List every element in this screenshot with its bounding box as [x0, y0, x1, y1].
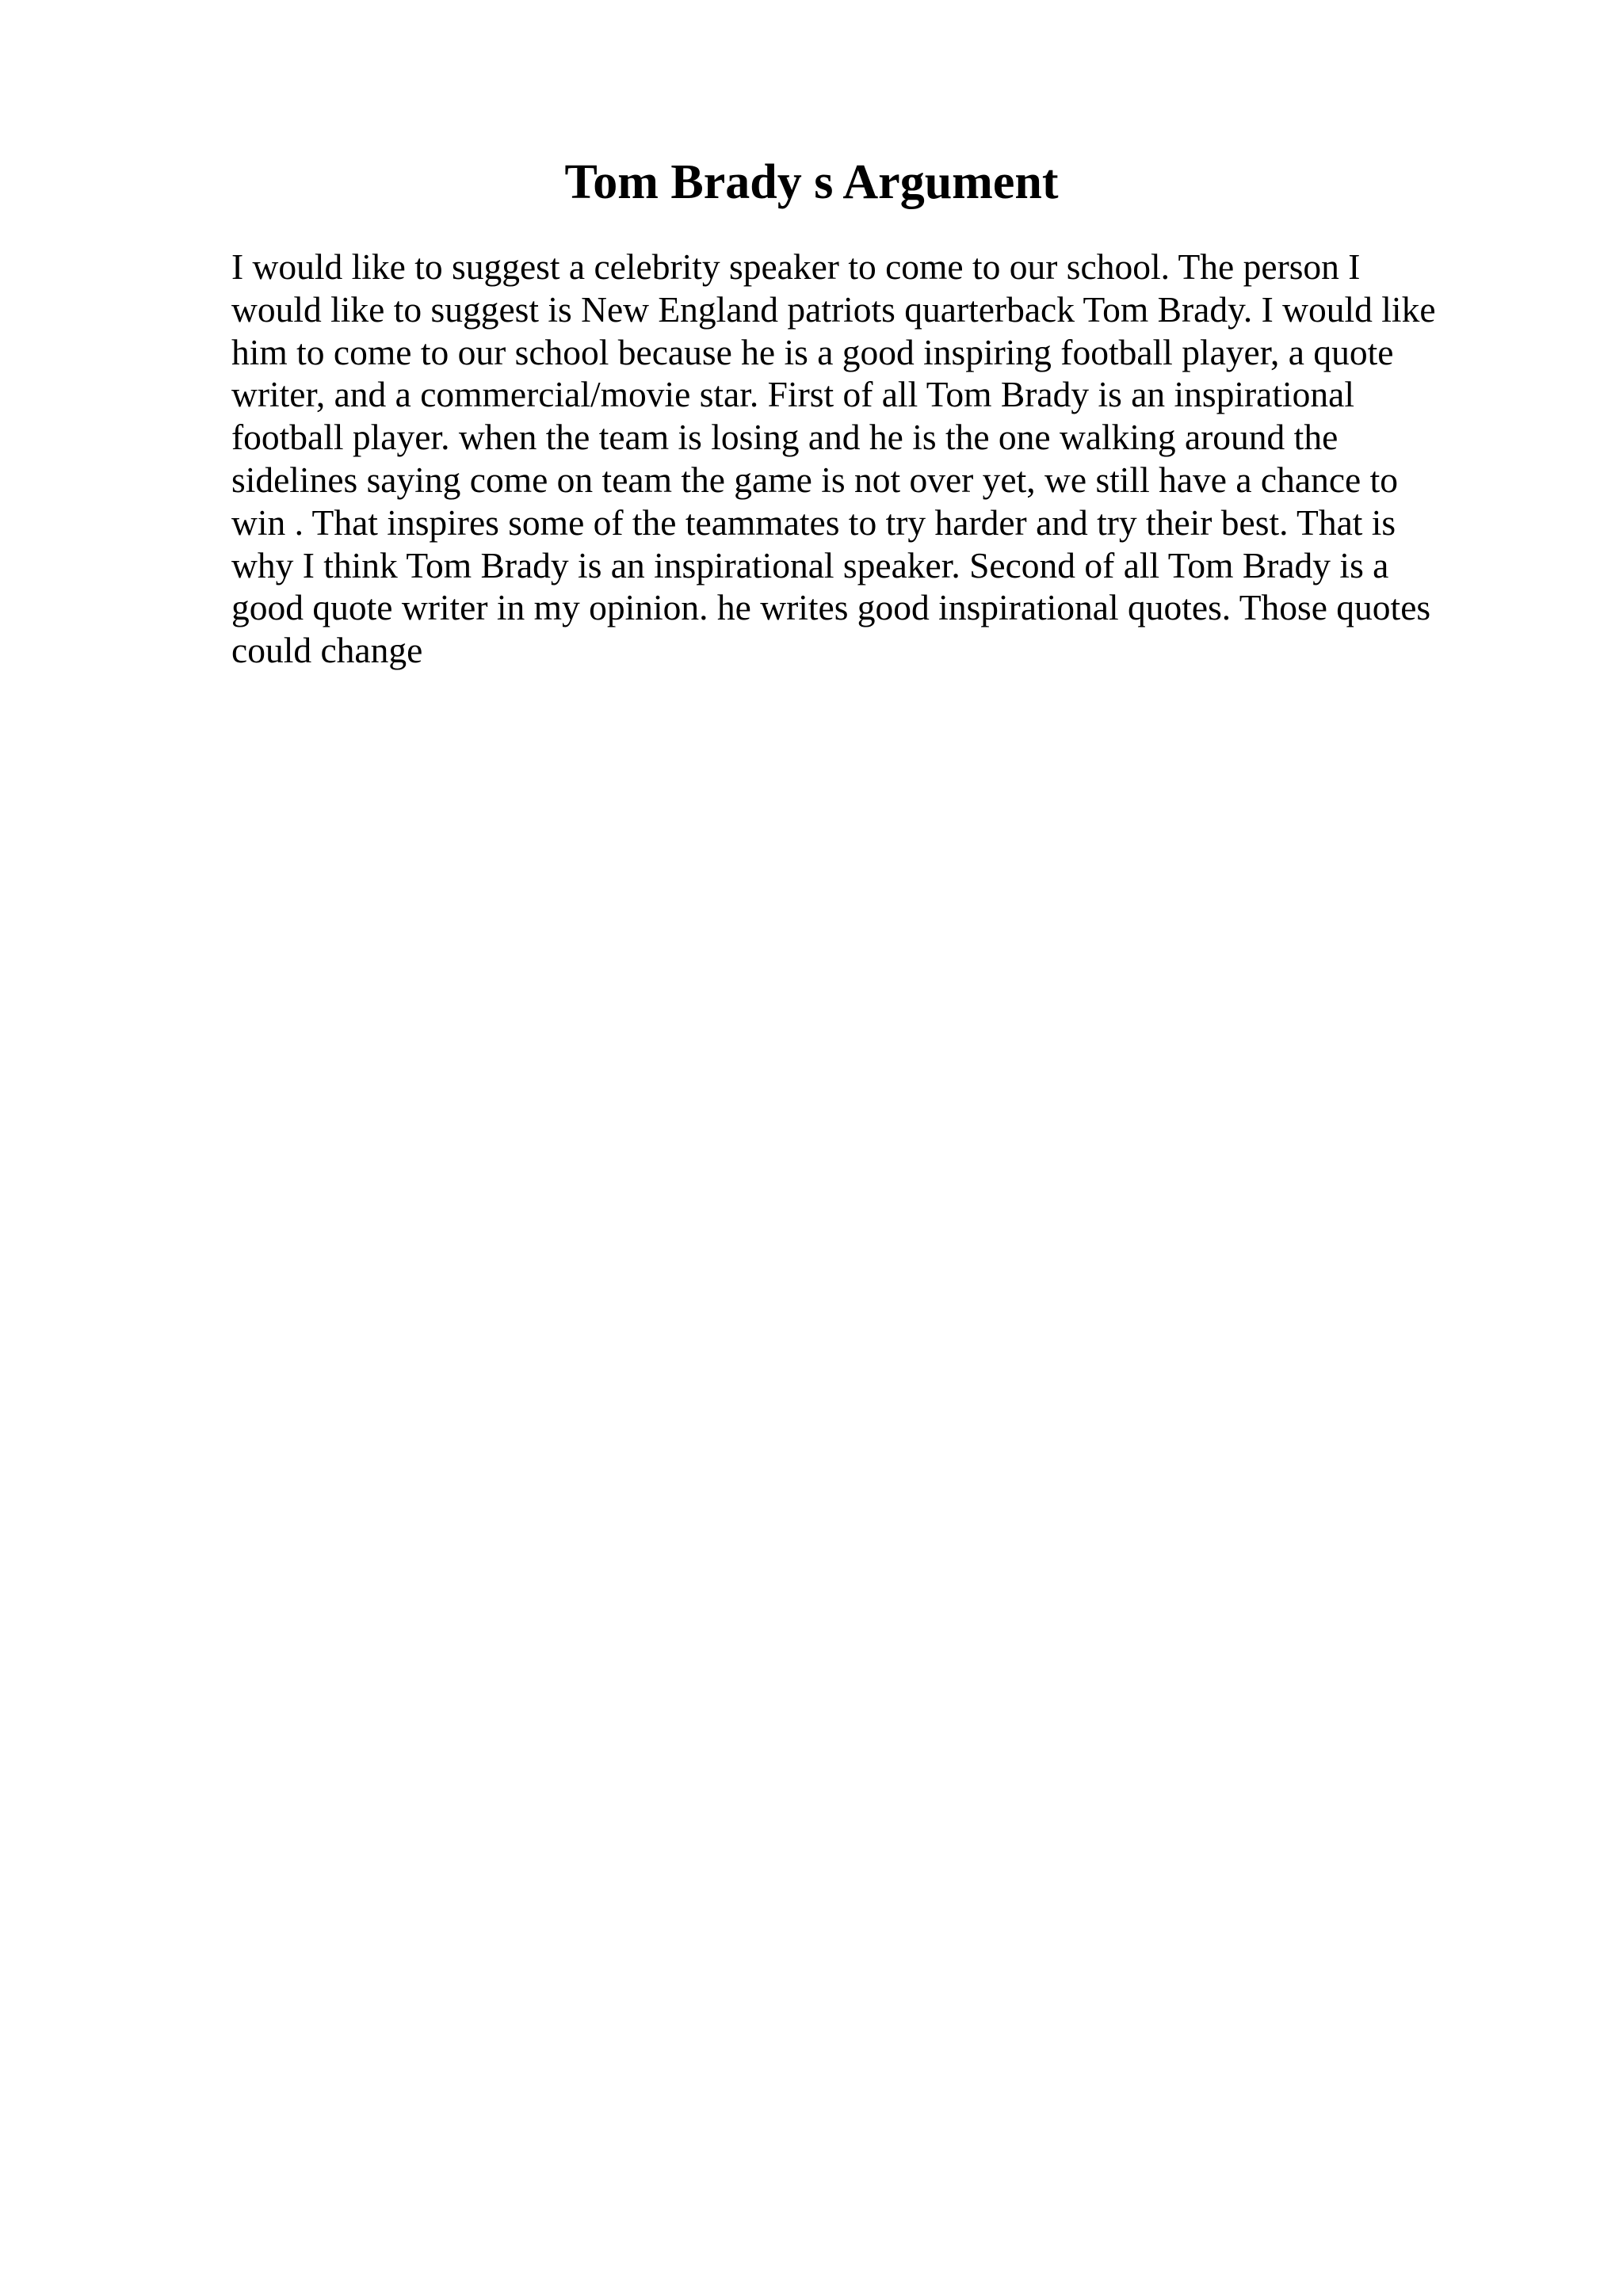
body-line: could change	[231, 630, 423, 671]
body-line: writer, and a commercial/movie star. First of all Tom Brady is an inspirational	[231, 374, 1354, 415]
document-title: Tom Brady s Argument	[564, 155, 1059, 209]
body-line: I would like to suggest a celebrity speaker to come to our school. The person I	[231, 246, 1361, 287]
body-line: sidelines saying come on team the game is not over yet, we still have a chance to	[231, 459, 1398, 500]
body-line: football player. when the team is losing and he is the one walking around the	[231, 417, 1338, 458]
body-line: would like to suggest is New England patriots quarterback Tom Brady. I would like	[231, 288, 1436, 330]
body-line: him to come to our school because he is a good inspiring football player, a quote	[231, 331, 1394, 372]
document-body	[231, 246, 1515, 672]
body-line: win . That inspires some of the teammates to try harder and try their best. That is	[231, 502, 1396, 543]
body-line: why I think Tom Brady is an inspirational speaker. Second of all Tom Brady is a	[231, 544, 1389, 585]
body-line: good quote writer in my opinion. he writes good inspirational quotes. Those quotes	[231, 587, 1431, 628]
